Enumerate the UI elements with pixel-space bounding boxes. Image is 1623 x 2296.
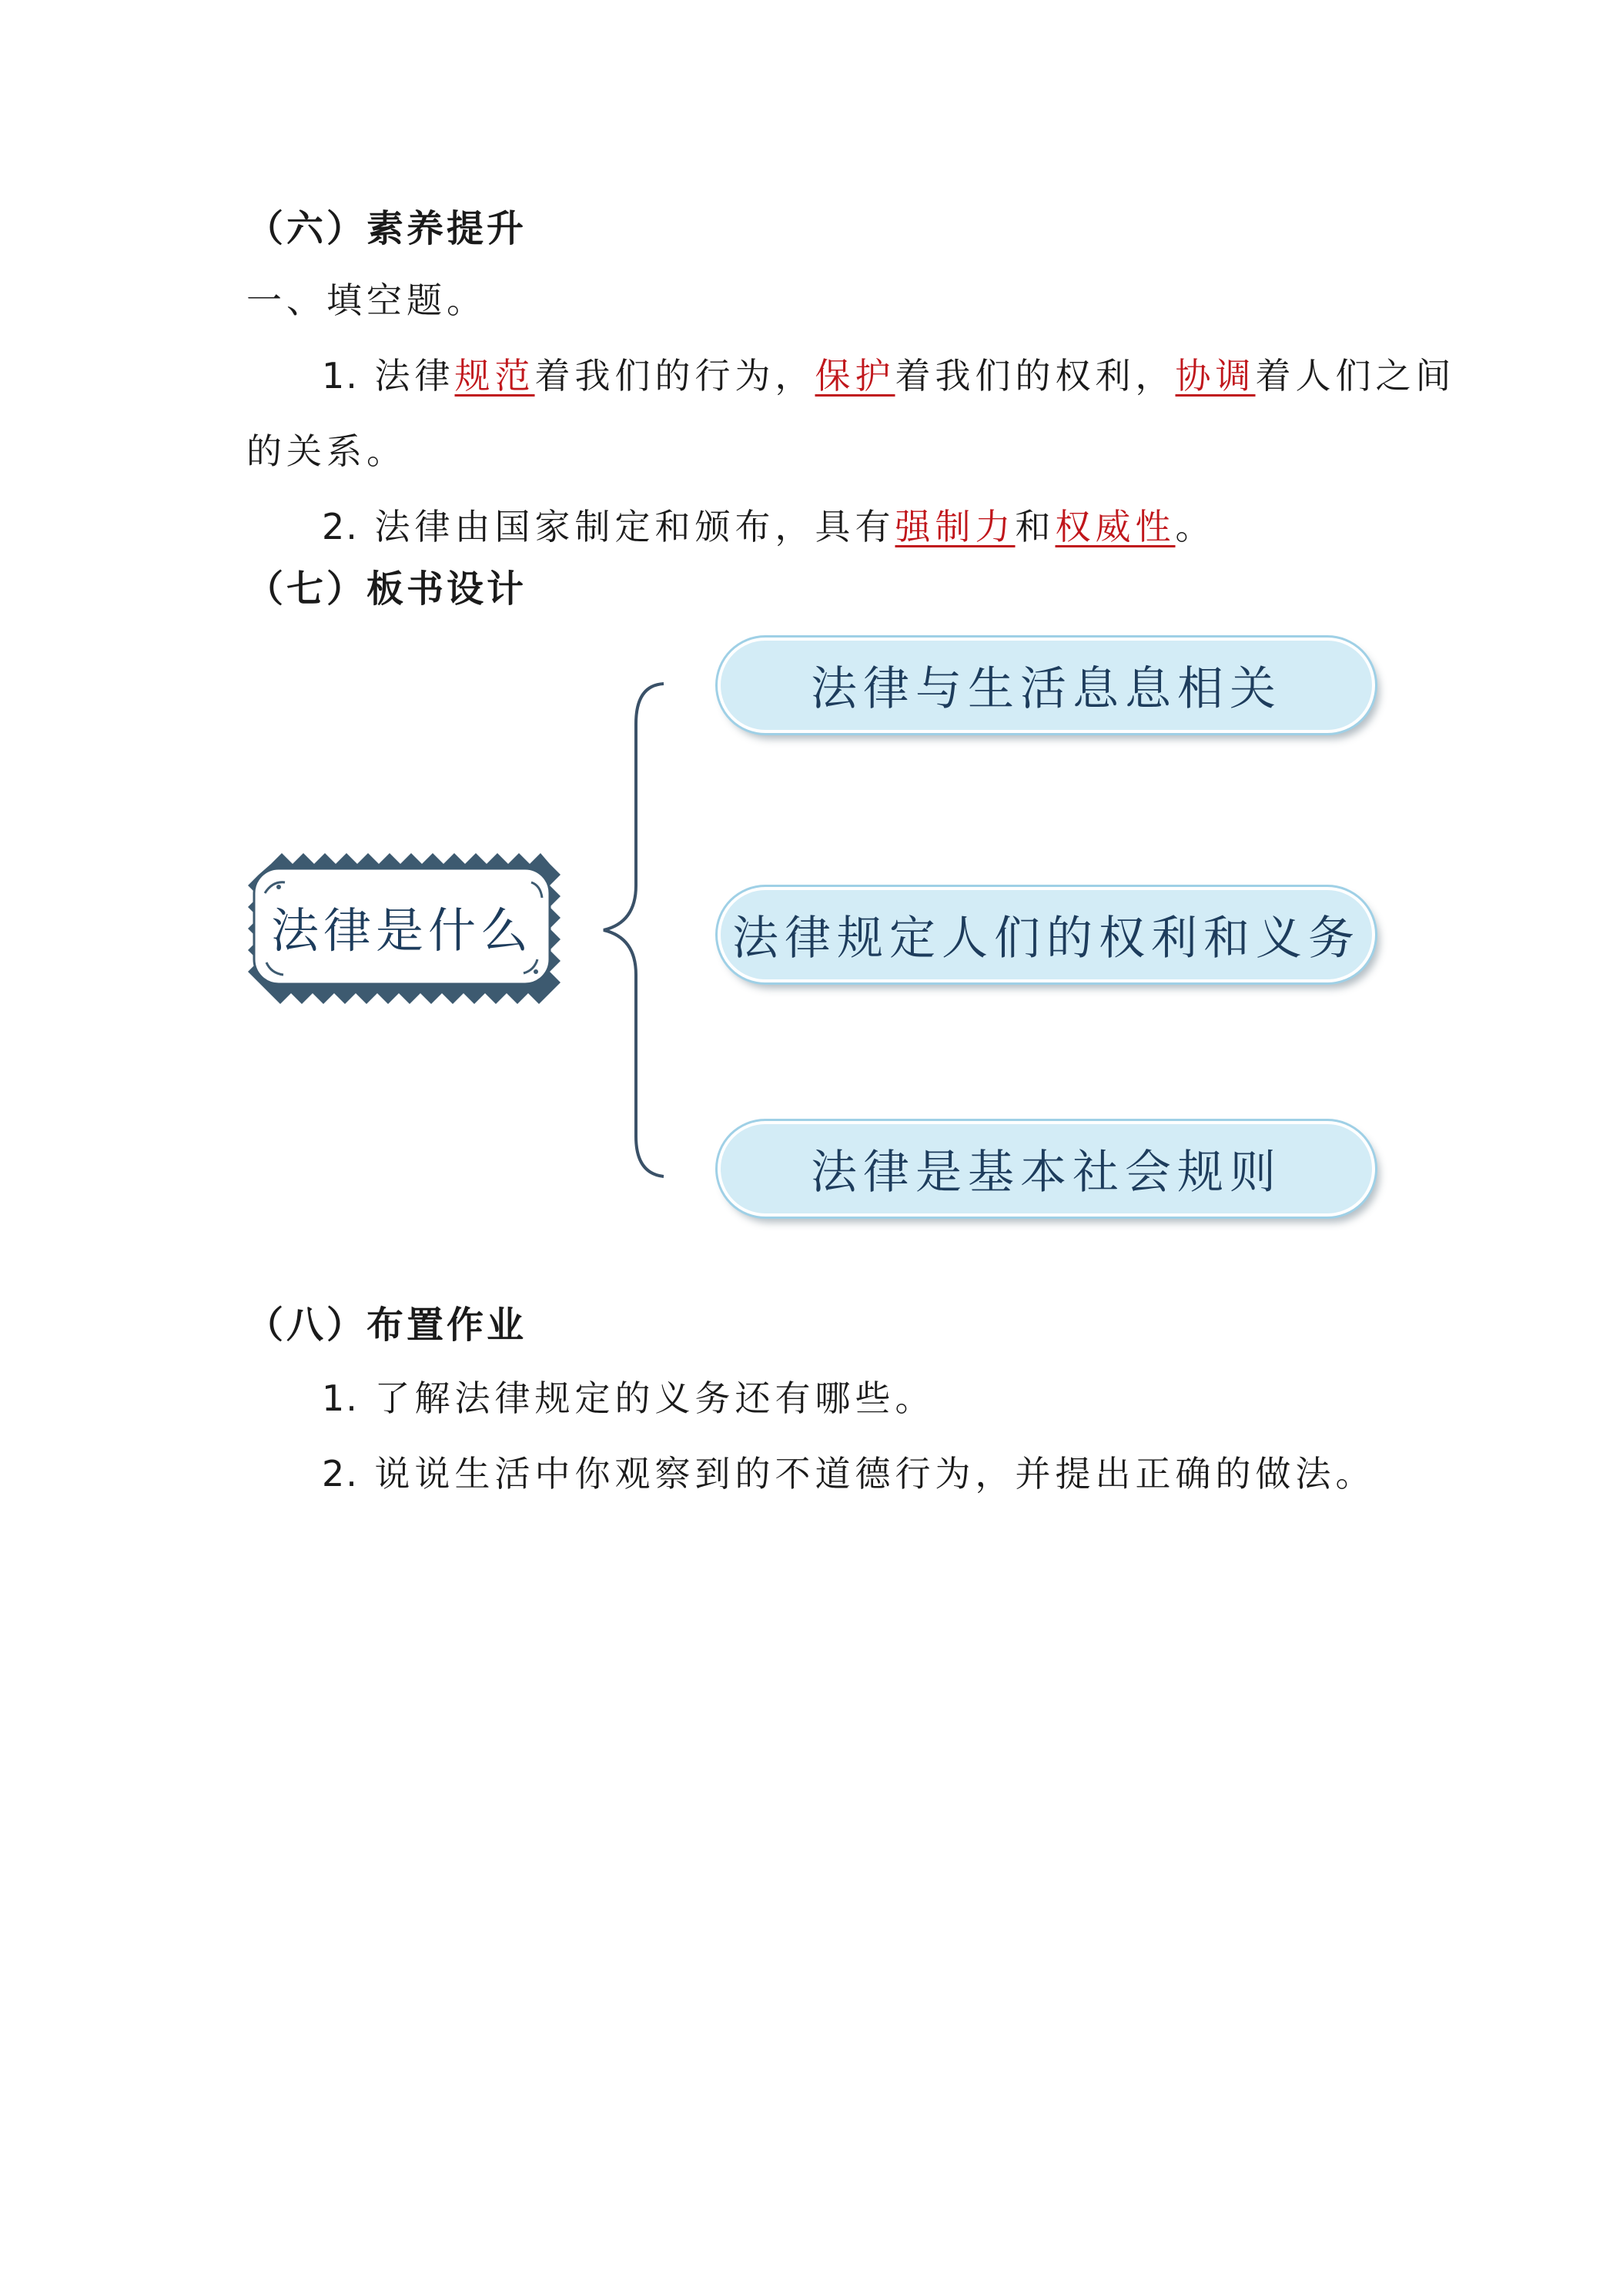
question-2-number: 2. [322,506,359,547]
section7-heading: （七）板书设计 [246,567,527,611]
q2-text-3: 。 [1175,506,1216,547]
branch-box-3: 法律是基本社会规则 [718,1121,1375,1217]
section6-heading: （六）素养提升 [246,207,527,250]
question-1-continued: 的关系。 [246,430,407,472]
branch-box-1: 法律与生活息息相关 [718,638,1375,733]
homework-item-2-number: 2. [322,1453,359,1494]
answer-xietiao: 协调 [1175,355,1256,397]
brace-shape [604,684,664,1176]
fill-blank-heading: 一、填空题。 [246,279,487,321]
homework-item-1-number: 1. [322,1377,359,1419]
branch-box-2: 法律规定人们的权利和义务 [718,887,1375,982]
question-1-number: 1. [322,355,359,397]
section8-heading: （八）布置作业 [246,1304,527,1347]
answer-quanweixing: 权威性 [1055,506,1176,547]
q1-text-3: 着我们的权利， [895,355,1176,397]
q1-text-4: 着人们之间 [1255,355,1456,397]
homework-item-2 [322,1446,1376,1497]
center-topic-label: 法律是什么 [270,902,533,959]
homework-item-1 [322,1371,935,1421]
q2-text-1: 法律由国家制定和颁布，具有 [374,506,895,547]
q2-text-2: 和 [1015,506,1056,547]
homework-item-1-text: 了解法律规定的义务还有哪些。 [374,1377,935,1419]
homework-item-2-text: 说说生活中你观察到的不道德行为，并提出正确的做法。 [374,1453,1376,1494]
answer-baohu: 保护 [815,355,895,397]
answer-qiangzhili: 强制力 [895,506,1016,547]
q1-text-1: 法律 [374,355,455,397]
answer-guifan: 规范 [454,355,535,397]
q1-text-2: 着我们的行为， [534,355,815,397]
